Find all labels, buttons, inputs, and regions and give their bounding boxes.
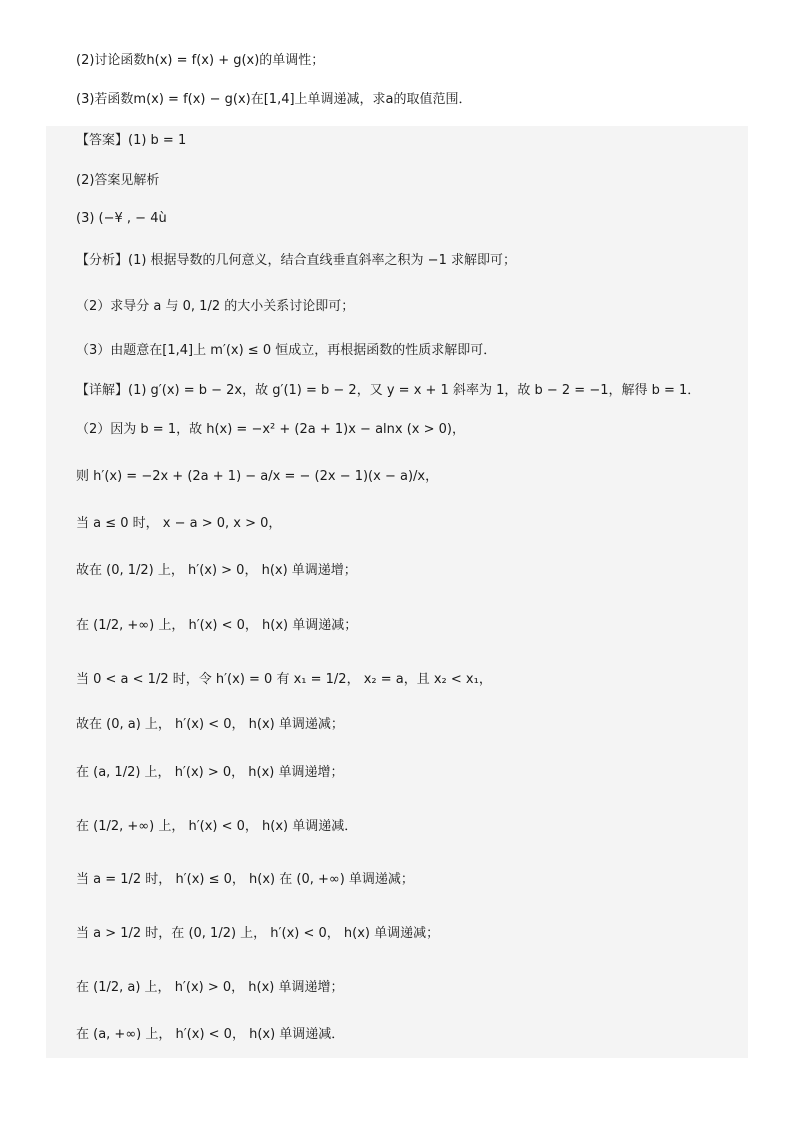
- answer-part-2: (2)答案见解析: [76, 173, 160, 188]
- case-0-lt-a-lt-half-interval-2: 在 (a, 1/2) 上， h′(x) > 0， h(x) 单调递增；: [76, 765, 344, 780]
- answer-part-1: 【答案】(1) b = 1: [76, 133, 187, 148]
- case-a-gt-half-interval-2: 在 (1/2, a) 上， h′(x) > 0， h(x) 单调递增；: [76, 980, 344, 995]
- case-a-le-0-interval-2: 在 (1/2, +∞) 上， h′(x) < 0， h(x) 单调递减；: [76, 618, 358, 633]
- case-a-gt-half-interval-3: 在 (a, +∞) 上， h′(x) < 0， h(x) 单调递减．: [76, 1027, 345, 1042]
- case-a-gt-half: 当 a > 1/2 时，在 (0, 1/2) 上， h′(x) < 0， h(x) 单调递减；: [76, 926, 440, 941]
- case-a-eq-half: 当 a = 1/2 时， h′(x) ≤ 0， h(x) 在 (0, +∞) 单调递减；: [76, 872, 414, 887]
- case-a-le-0-interval-1: 故在 (0, 1/2) 上， h′(x) > 0， h(x) 单调递增；: [76, 563, 357, 578]
- detail-part-2-intro: （2）因为 b = 1，故 h(x) = −x² + (2a + 1)x − alnx (x > 0)，: [76, 422, 465, 437]
- question-part-3: (3)若函数m(x) = f(x) − g(x)在[1,4]上单调递减，求a的取值范围．: [76, 92, 472, 107]
- analysis-part-3: （3）由题意在[1,4]上 m′(x) ≤ 0 恒成立，再根据函数的性质求解即可．: [76, 343, 497, 358]
- case-0-lt-a-lt-half-interval-3: 在 (1/2, +∞) 上， h′(x) < 0， h(x) 单调递减．: [76, 819, 358, 834]
- detail-part-1: 【详解】(1) g′(x) = b − 2x，故 g′(1) = b − 2，又 y = x + 1 斜率为 1，故 b − 2 = −1，解得 b = 1．: [76, 383, 701, 398]
- analysis-part-2: （2）求导分 a 与 0, 1/2 的大小关系讨论即可；: [76, 299, 355, 314]
- case-a-le-0: 当 a ≤ 0 时， x − a > 0, x > 0，: [76, 516, 282, 531]
- question-part-2: (2)讨论函数h(x) = f(x) + g(x)的单调性；: [76, 53, 325, 68]
- case-0-lt-a-lt-half-interval-1: 故在 (0, a) 上， h′(x) < 0， h(x) 单调递减；: [76, 717, 344, 732]
- answer-part-3: (3) (−¥ , − 4ù: [76, 211, 167, 226]
- derivative-line: 则 h′(x) = −2x + (2a + 1) − a/x = − (2x − 1)(x − a)/x，: [76, 469, 439, 484]
- analysis-part-1: 【分析】(1) 根据导数的几何意义，结合直线垂直斜率之积为 −1 求解即可；: [76, 253, 516, 268]
- case-0-lt-a-lt-half: 当 0 < a < 1/2 时，令 h′(x) = 0 有 x₁ = 1/2， x₂ = a，且 x₂ < x₁，: [76, 672, 492, 687]
